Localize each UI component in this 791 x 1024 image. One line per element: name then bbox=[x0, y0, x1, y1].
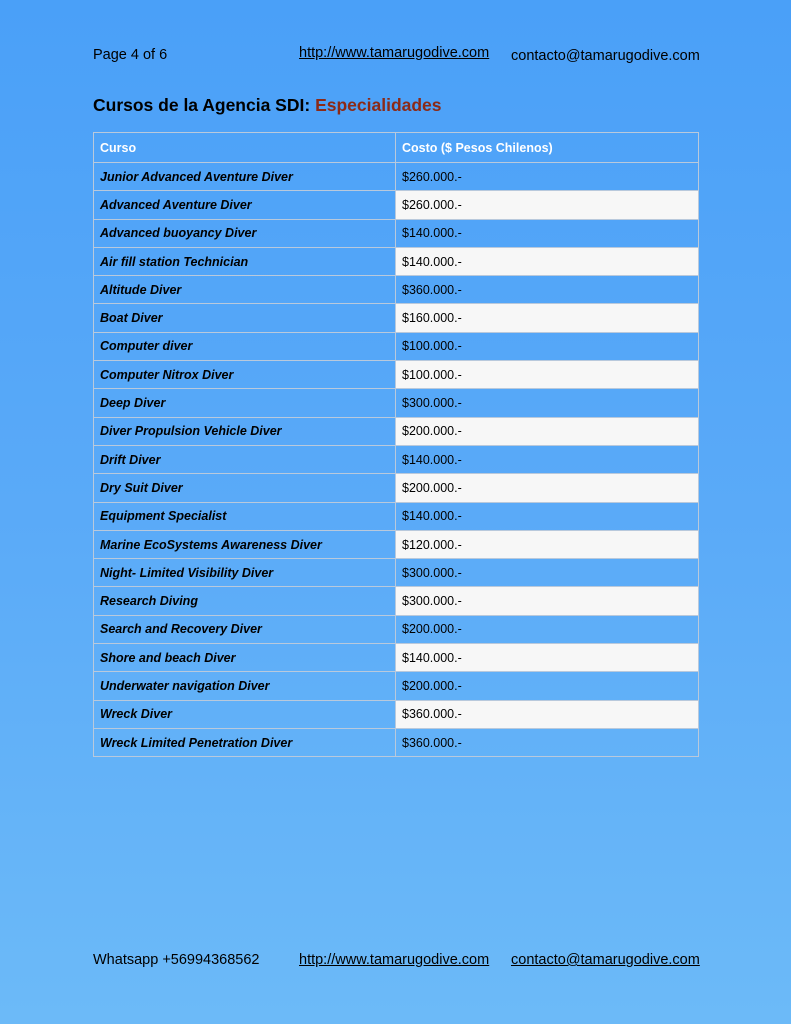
table-row bbox=[94, 389, 699, 417]
course-name: Computer Nitrox Diver bbox=[94, 361, 396, 389]
table-row bbox=[94, 276, 699, 304]
course-name: Deep Diver bbox=[94, 389, 396, 417]
course-cost: $200.000.- bbox=[396, 672, 699, 700]
page-number: Page 4 of 6 bbox=[93, 47, 168, 63]
course-cost: $360.000.- bbox=[396, 728, 699, 756]
table-row bbox=[94, 474, 699, 502]
course-cost: $300.000.- bbox=[396, 559, 699, 587]
table-row bbox=[94, 191, 699, 219]
title-prefix: Cursos de la Agencia SDI: bbox=[93, 95, 316, 115]
course-cost: $300.000.- bbox=[396, 389, 699, 417]
course-cost: $260.000.- bbox=[396, 191, 699, 219]
course-cost: $140.000.- bbox=[396, 644, 699, 672]
table-row bbox=[94, 361, 699, 389]
course-cost: $160.000.- bbox=[396, 304, 699, 332]
course-cost: $140.000.- bbox=[396, 445, 699, 473]
header-email: contacto@tamarugodive.com bbox=[511, 48, 700, 64]
course-name: Altitude Diver bbox=[94, 276, 396, 304]
table-row bbox=[94, 163, 699, 191]
course-name: Research Diving bbox=[94, 587, 396, 615]
table-row bbox=[94, 559, 699, 587]
table-header-row bbox=[94, 133, 699, 163]
course-name: Advanced buoyancy Diver bbox=[94, 219, 396, 247]
table-row bbox=[94, 219, 699, 247]
course-cost: $200.000.- bbox=[396, 615, 699, 643]
course-name: Wreck Limited Penetration Diver bbox=[94, 728, 396, 756]
course-name: Drift Diver bbox=[94, 445, 396, 473]
courses-table bbox=[93, 132, 699, 757]
table-row bbox=[94, 247, 699, 275]
table-row bbox=[94, 672, 699, 700]
table-row bbox=[94, 728, 699, 756]
table-row bbox=[94, 332, 699, 360]
course-cost: $200.000.- bbox=[396, 474, 699, 502]
course-cost: $140.000.- bbox=[396, 247, 699, 275]
table-row bbox=[94, 445, 699, 473]
course-name: Dry Suit Diver bbox=[94, 474, 396, 502]
course-cost: $140.000.- bbox=[396, 219, 699, 247]
table-row bbox=[94, 615, 699, 643]
table-body bbox=[94, 163, 699, 757]
course-name: Marine EcoSystems Awareness Diver bbox=[94, 530, 396, 558]
course-name: Shore and beach Diver bbox=[94, 644, 396, 672]
footer-whatsapp: Whatsapp +56994368562 bbox=[93, 952, 260, 968]
course-name: Air fill station Technician bbox=[94, 247, 396, 275]
table-row bbox=[94, 644, 699, 672]
course-cost: $200.000.- bbox=[396, 417, 699, 445]
table-row bbox=[94, 530, 699, 558]
course-cost: $300.000.- bbox=[396, 587, 699, 615]
course-name: Wreck Diver bbox=[94, 700, 396, 728]
column-header-cost: Costo ($ Pesos Chilenos) bbox=[396, 133, 699, 163]
course-cost: $140.000.- bbox=[396, 502, 699, 530]
title-accent: Especialidades bbox=[315, 95, 442, 115]
page-title bbox=[93, 95, 442, 116]
course-name: Night- Limited Visibility Diver bbox=[94, 559, 396, 587]
header-website-link[interactable]: http://www.tamarugodive.com bbox=[299, 45, 490, 61]
table-row bbox=[94, 700, 699, 728]
course-cost: $260.000.- bbox=[396, 163, 699, 191]
course-name: Advanced Aventure Diver bbox=[94, 191, 396, 219]
table-row bbox=[94, 417, 699, 445]
course-name: Search and Recovery Diver bbox=[94, 615, 396, 643]
course-cost: $100.000.- bbox=[396, 361, 699, 389]
footer-website-link[interactable]: http://www.tamarugodive.com bbox=[299, 952, 490, 968]
course-cost: $120.000.- bbox=[396, 530, 699, 558]
course-name: Underwater navigation Diver bbox=[94, 672, 396, 700]
course-name: Junior Advanced Aventure Diver bbox=[94, 163, 396, 191]
course-cost: $360.000.- bbox=[396, 276, 699, 304]
course-name: Computer diver bbox=[94, 332, 396, 360]
table-row bbox=[94, 304, 699, 332]
table-row bbox=[94, 587, 699, 615]
course-cost: $100.000.- bbox=[396, 332, 699, 360]
course-name: Equipment Specialist bbox=[94, 502, 396, 530]
course-name: Boat Diver bbox=[94, 304, 396, 332]
course-name: Diver Propulsion Vehicle Diver bbox=[94, 417, 396, 445]
table-row bbox=[94, 502, 699, 530]
column-header-course: Curso bbox=[94, 133, 396, 163]
footer-email-link[interactable]: contacto@tamarugodive.com bbox=[511, 952, 700, 968]
course-cost: $360.000.- bbox=[396, 700, 699, 728]
